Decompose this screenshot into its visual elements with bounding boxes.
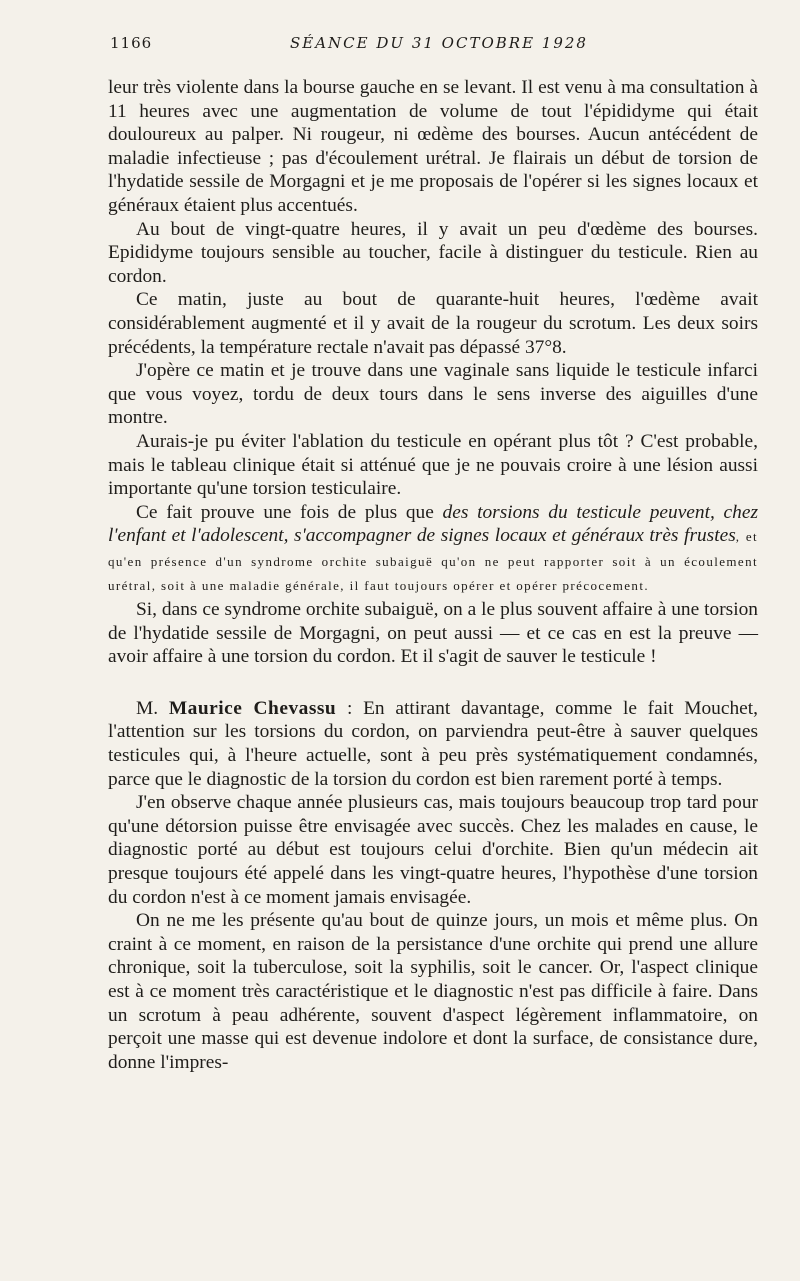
paragraph: J'opère ce matin et je trouve dans une vaginale sans liquide le testicule infarci que vous voyez, tordu de deux tours dans le sens inverse des aiguilles d'une montre. (108, 360, 758, 429)
paragraph: Aurais-je pu éviter l'ablation du testicule en opérant plus tôt ? C'est probable, mais le tableau clinique était si atténué que je ne pouvais croire à une lésion aussi importante qu'une torsion testiculaire. (108, 430, 758, 500)
conclusion-start: Ce fait prouve une fois de plus que (136, 501, 443, 523)
paragraph: Au bout de vingt-quatre heures, il y avait un peu d'œdème des bourses. Epididyme toujours sensible au toucher, facile à distinguer du testicule. Rien au cordon. (108, 218, 758, 287)
speaker-prefix: M. (136, 697, 169, 719)
conclusion-paragraph (108, 501, 758, 598)
speaker-paragraph (108, 697, 758, 791)
page-number: 1166 (110, 34, 153, 52)
conclusion-caps: , et qu'en présence d'un syndrome orchite subaiguë qu'on ne peut rapporter soit à un écoulement urétral, soit à une maladie générale, il faut toujours opérer et opérer précocement. (108, 529, 758, 594)
running-title: SÉANCE DU 31 OCTOBRE 1928 (290, 34, 588, 52)
speaker-text: : En attirant davantage, comme le fait Mouchet, l'attention sur les torsions du cordon, on parviendra peut-être à sauver quelques testicules qui, à l'heure actuelle, sont à peu près systématiquement condamnés, parce que le diagnostic de la torsion du cordon est bien rarement porté à temps. (108, 697, 759, 790)
paragraph: Ce matin, juste au bout de quarante-huit heures, l'œdème avait considérablement augmenté et il y avait de la rougeur du scrotum. Les deux soirs précédents, la température rectale n'avait pas dépassé 37°8. (108, 289, 758, 358)
conclusion-italic: des torsions du testicule peuvent, chez l'enfant et l'adolescent, s'accompagner de signes locaux et généraux très frustes (108, 501, 758, 547)
speaker-name: Maurice Chevassu (168, 697, 337, 719)
paragraph: J'en observe chaque année plusieurs cas, mais toujours beaucoup trop tard pour qu'une détorsion puisse être envisagée avec succès. Chez les malades en cause, le diagnostic porté au début est toujours celui d'orchite. Bien qu'un médecin ait presque toujours été appelé dans les vingt-quatre heures, l'hypothèse d'une torsion du cordon n'est à ce moment jamais envisagée. (108, 792, 758, 908)
paragraph: Si, dans ce syndrome orchite subaiguë, on a le plus souvent affaire à une torsion de l'hydatide sessile de Morgagni, on peut aussi — et ce cas en est la preuve — avoir affaire à une torsion du cordon. Et il s'agit de sauver le testicule ! (108, 599, 758, 668)
body-text (108, 76, 758, 1074)
paragraph: On ne me les présente qu'au bout de quinze jours, un mois et même plus. On craint à ce moment, en raison de la persistance d'une orchite qui prend une allure chronique, soit la tuberculose, soit la syphilis, soit le cancer. Or, l'aspect clinique est à ce moment très caractéristique et le diagnostic n'est pas difficile à faire. Dans un scrotum à peau adhérente, souvent d'aspect légèrement inflammatoire, on perçoit une masse qui est devenue indolore et dont la surface, de consistance dure, donne l'impres- (108, 910, 758, 1073)
paragraph: leur très violente dans la bourse gauche en se levant. Il est venu à ma consultation à 11 heures avec une augmentation de volume de tout l'épididyme qui était douloureux au palper. Ni rougeur, ni œdème des bourses. Aucun antécédent de maladie infectieuse ; pas d'écoulement urétral. Je flairais un début de torsion de l'hydatide sessile de Morgagni et je me proposais de l'opérer si les signes locaux et généraux étaient plus accentués. (108, 77, 758, 216)
